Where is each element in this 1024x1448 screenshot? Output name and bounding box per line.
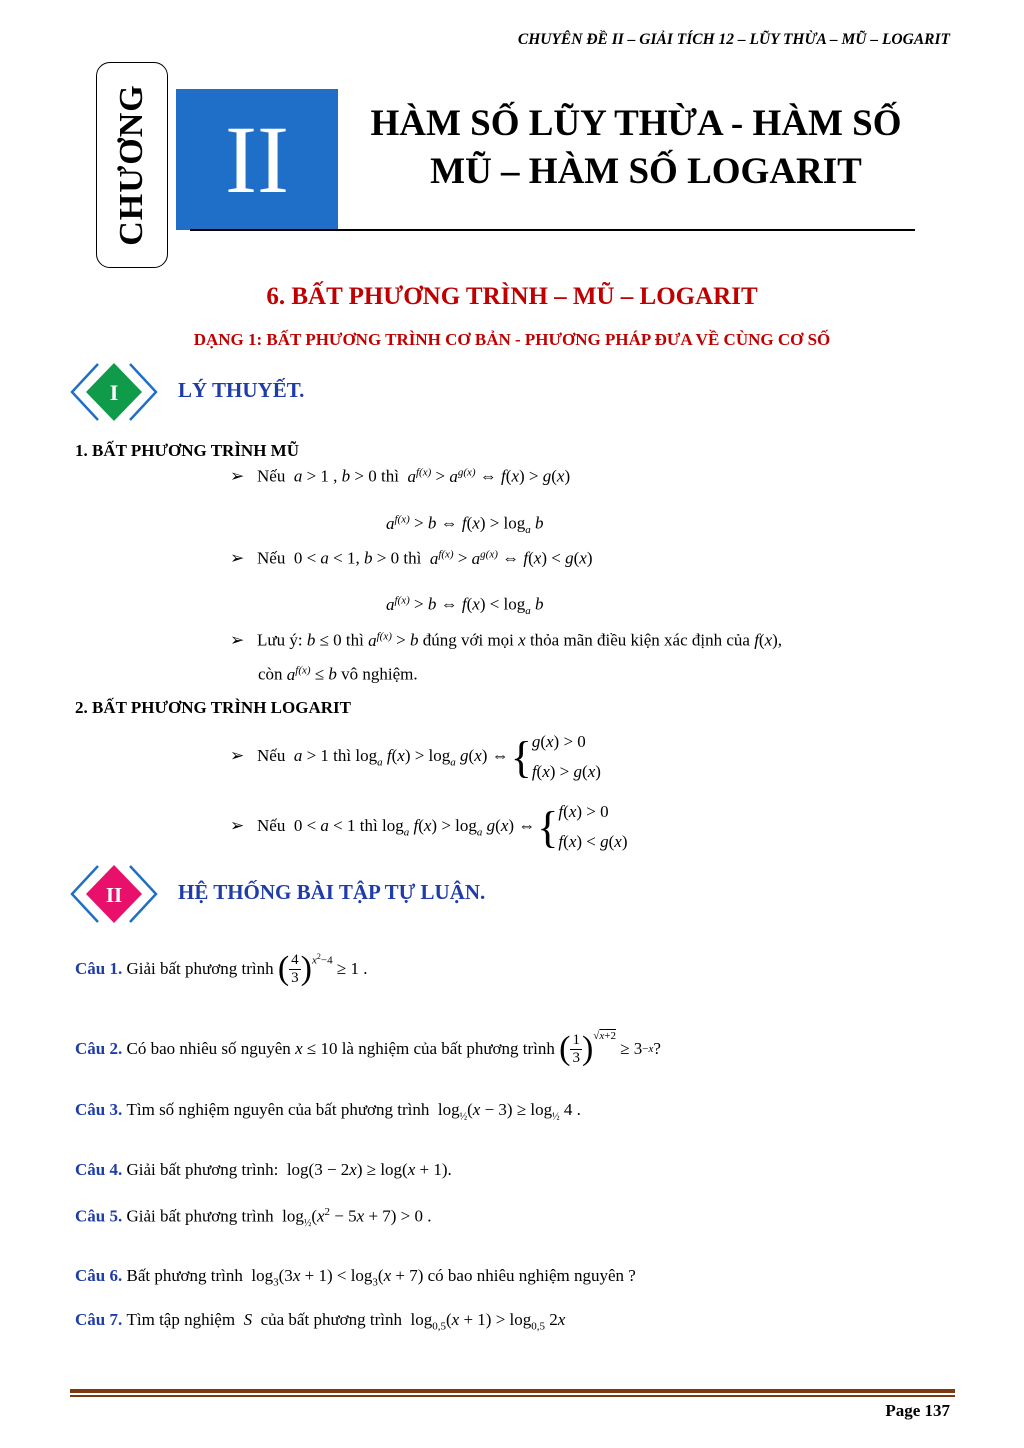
footer-rule-thick [70,1389,955,1393]
theory-line-1: ➢ Nếu a > 1 , b > 0 thì $a^{f(x)} > a^{g(x)}$ ⇔ f(x) > g(x) [230,466,571,486]
question-3: Câu 3. Tìm số nghiệm nguyên của bất phương trình $\log_{\frac{1}{2}}(x - 3) \ge \log_{\frac{1}{2}} 4$ . [75,1100,581,1123]
part2-title: HỆ THỐNG BÀI TẬP TỰ LUẬN. [178,880,486,904]
question-1: Câu 1. Giải bất phương trình ( $\frac{4}{3}$ ) $^{x^2 -4}$ ≥ 1 . [75,950,368,987]
theory-heading-exp: 1. BẤT PHƯƠNG TRÌNH MŨ [75,441,300,460]
title-rule [190,229,915,231]
chapter-word: CHƯƠNG [113,84,151,246]
page-number: Page 137 [885,1401,950,1420]
section-subtitle: DẠNG 1: BẤT PHƯƠNG TRÌNH CƠ BẢN - PHƯƠNG PHÁP ĐƯA VỀ CÙNG CƠ SỐ [193,330,831,349]
question-4: Câu 4. Giải bất phương trình: log(3 − 2x) ≥ log(x + 1). [75,1160,452,1179]
theory-line-5: ➢ Lưu ý: b ≤ 0 thì $a^{f(x)} > b$ đúng với mọi x thỏa mãn điều kiện xác định của f(x), [230,630,783,650]
footer-rule-thin [70,1395,955,1397]
question-7: Câu 7. Tìm tập nghiệm S của bất phương trình $\log_{0,5}(x + 1) > \log_{0,5} 2x$ [75,1310,566,1333]
part1-title: LÝ THUYẾT. [178,378,305,402]
svg-text:I: I [109,380,119,405]
theory-line-2: $a^{f(x)} > b$ ⇔ $f(x) > \log_a b$ [386,513,544,537]
theory-line-3: ➢ Nếu 0 < a < 1, b > 0 thì $a^{f(x)} > a^{g(x)}$ ⇔ f(x) < g(x) [230,548,593,568]
theory-line-6: còn $a^{f(x)} \le b$ vô nghiệm. [258,664,418,684]
theory-line-7: ➢ Nếu a > 1 thì $\log_a f(x) > \log_a g(x)$ ⇔ { g(x) > 0 f(x) > g(x) [230,732,601,782]
part1-badge-icon [70,360,162,424]
theory-line-8: ➢ Nếu 0 < a < 1 thì $\log_a f(x) > \log_a g(x)$ ⇔ { f(x) > 0 f(x) < g(x) [230,802,628,852]
theory-line-4: $a^{f(x)} > b$ ⇔ $f(x) < \log_a b$ [386,594,544,618]
page-header: CHUYÊN ĐỀ II – GIẢI TÍCH 12 – LŨY THỪA – MŨ – LOGARIT [517,31,950,48]
chapter-title [346,100,926,196]
question-2: Câu 2. Có bao nhiêu số nguyên x ≤ 10 là nghiệm của bất phương trình ( $\frac{1}{3}$ ) $^{√x+2}$ ≥ 3 −x ? [75,1030,661,1067]
chapter-title-line2: MŨ – HÀM SỐ LOGARIT [430,151,862,192]
chapter-number-box: II [176,89,338,230]
question-6: Câu 6. Bất phương trình $\log_3(3x + 1) < \log_3(x + 7)$ có bao nhiêu nghiệm nguyên ? [75,1266,636,1289]
svg-text:II: II [105,883,123,907]
chapter-label [96,62,168,268]
theory-heading-log: 2. BẤT PHƯƠNG TRÌNH LOGARIT [75,698,351,717]
chapter-title-line1: HÀM SỐ LŨY THỪA - HÀM SỐ [370,103,902,144]
section-title: 6. BẤT PHƯƠNG TRÌNH – MŨ – LOGARIT [266,283,758,310]
question-5: Câu 5. Giải bất phương trình $\log_{\frac{1}{2}}(x^2 - 5x + 7) > 0$ . [75,1206,432,1230]
part2-badge-icon [70,862,162,926]
